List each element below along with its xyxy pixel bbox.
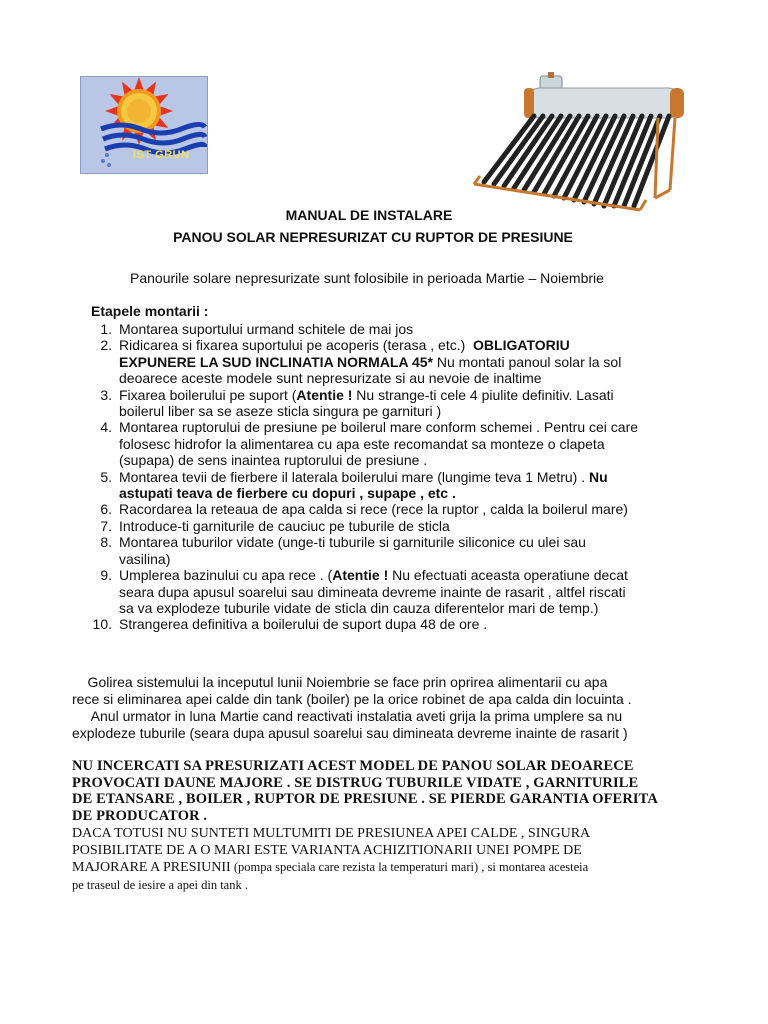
step-number: 9. bbox=[100, 567, 112, 584]
pump-line: DACA TOTUSI NU SUNTETI MULTUMITI DE PRESIUNEA APEI CALDE , SINGURA bbox=[72, 826, 591, 841]
step-line bbox=[119, 485, 700, 501]
step-text bbox=[119, 387, 700, 420]
step-line bbox=[119, 584, 700, 600]
step-line bbox=[119, 419, 700, 435]
step-item bbox=[90, 387, 700, 420]
step-number: 6. bbox=[100, 501, 112, 518]
steps-heading: Etapele montarii : bbox=[91, 303, 209, 319]
step-line bbox=[119, 551, 700, 567]
step-text-segment: Montarea tuburilor vidate (unge-ti tuburile si garniturile siliconice cu ulei sau bbox=[119, 534, 586, 551]
step-text bbox=[119, 518, 700, 534]
document-title: MANUAL DE INSTALARE bbox=[285, 207, 453, 223]
step-item bbox=[90, 518, 700, 534]
step-text-segment: Montarea suportului urmand schitele de mai jos bbox=[119, 321, 414, 337]
step-text-bold: Nu bbox=[589, 468, 608, 485]
step-text bbox=[119, 469, 700, 502]
step-text-bold: astupati teava de fierbere cu dopuri , supape , etc . bbox=[119, 485, 456, 502]
step-text-segment: seara dupa apusul soarelui sau dimineata devreme inainte de rasarit , altfel riscati bbox=[119, 583, 626, 600]
paragraph-line: Anul urmator in luna Martie cand reactivati instalatia aveti grija la prima umplere sa nu bbox=[72, 708, 623, 724]
step-text-segment: vasilina) bbox=[119, 550, 171, 567]
step-text-segment: folosesc hidrofor la alimentarea cu apa este recomandat sa monteze o clapeta bbox=[119, 435, 605, 452]
step-text-segment: Introduce-ti garniturile de cauciuc pe tuburile de sticla bbox=[119, 517, 450, 534]
step-line bbox=[119, 337, 700, 353]
step-line bbox=[119, 452, 700, 468]
step-text-segment: Umplerea bazinului cu apa rece . ( bbox=[119, 567, 333, 584]
step-text bbox=[119, 501, 700, 517]
step-text-segment: Ridicarea si fixarea suportului pe acoperis (terasa , etc.) bbox=[119, 337, 474, 354]
step-item bbox=[90, 469, 700, 502]
step-item bbox=[90, 567, 700, 616]
pump-line: pe traseul de iesire a apei din tank . bbox=[72, 877, 248, 892]
pump-line-note: (pompa speciala care rezista la temperaturi mari) , si montarea acesteia bbox=[230, 860, 589, 874]
warning-line: DE ETANSARE , BOILER , RUPTOR DE PRESIUNE . SE PIERDE GARANTIA OFERITA bbox=[72, 791, 658, 807]
step-text bbox=[119, 321, 700, 337]
step-number: 3. bbox=[100, 386, 112, 403]
step-line bbox=[119, 518, 700, 534]
step-item bbox=[90, 501, 700, 517]
step-line bbox=[119, 534, 700, 550]
drain-paragraph bbox=[72, 674, 712, 742]
step-text-bold: EXPUNERE LA SUD INCLINATIA NORMALA 45* bbox=[119, 353, 433, 370]
step-text-segment: Strangerea definitiva a boilerului de suport dupa 48 de ore . bbox=[119, 616, 488, 633]
installation-steps-list bbox=[90, 321, 700, 633]
step-number: 5. bbox=[100, 468, 112, 485]
paragraph-line: rece si eliminarea apei calde din tank (boiler) pe la orice robinet de apa calda din locuinta . bbox=[72, 691, 632, 707]
pump-line-caps: MAJORARE A PRESIUNII bbox=[72, 860, 231, 875]
pump-paragraph bbox=[72, 826, 722, 893]
step-line bbox=[119, 403, 700, 419]
company-logo bbox=[80, 76, 208, 174]
step-number: 1. bbox=[100, 321, 112, 337]
step-number: 10. bbox=[92, 616, 112, 633]
pump-line: POSIBILITATE DE A O MARI ESTE VARIANTA ACHIZITIONARII UNEI POMPE DE bbox=[72, 842, 582, 858]
step-line bbox=[119, 567, 700, 583]
step-item bbox=[90, 616, 700, 632]
document-subtitle: PANOU SOLAR NEPRESURIZAT CU RUPTOR DE PRESIUNE bbox=[173, 229, 573, 245]
step-number: 2. bbox=[100, 337, 112, 354]
paragraph-line: explodeze tuburile (seara dupa apusul soarelui sau dimineata devreme inainte de rasarit ) bbox=[72, 725, 628, 741]
step-line bbox=[119, 387, 700, 403]
step-number: 8. bbox=[100, 534, 112, 551]
step-text-segment: (supapa) de sens inaintea ruptorului de presiune . bbox=[119, 452, 428, 469]
step-number: 7. bbox=[100, 517, 112, 534]
step-line bbox=[119, 436, 700, 452]
step-text-segment: deoarece aceste modele sunt nepresurizate si au nevoie de inaltime bbox=[119, 370, 542, 387]
step-text-segment: Fixarea boilerului pe suport ( bbox=[119, 386, 297, 403]
step-text-segment: Montarea ruptorului de presiune pe boilerul mare conform schemei . Pentru cei care bbox=[119, 419, 639, 436]
step-text-segment: Montarea tevii de fierbere il laterala boilerului mare (lungime teva 1 Metru) . bbox=[119, 468, 589, 485]
step-line bbox=[119, 600, 700, 616]
warning-line: DE PRODUCATOR . bbox=[72, 807, 208, 824]
warning-line: NU INCERCATI SA PRESURIZATI ACEST MODEL DE PANOU SOLAR DEOARECE bbox=[72, 758, 634, 774]
step-item bbox=[90, 321, 700, 337]
step-line bbox=[119, 616, 700, 632]
step-line bbox=[119, 321, 700, 337]
step-number: 4. bbox=[100, 419, 112, 436]
step-text bbox=[119, 534, 700, 567]
step-text-bold: Atentie ! bbox=[332, 567, 389, 584]
step-item bbox=[90, 337, 700, 386]
step-text-segment: Nu montati panoul solar la sol bbox=[432, 353, 622, 370]
intro-text: Panourile solare nepresurizate sunt folosibile in perioada Martie – Noiembrie bbox=[130, 270, 604, 286]
step-item bbox=[90, 534, 700, 567]
step-line bbox=[119, 370, 700, 386]
step-text bbox=[119, 567, 700, 616]
warning-paragraph bbox=[72, 758, 722, 824]
step-text-segment: Nu efectuati aceasta operatiune decat bbox=[388, 567, 628, 584]
step-text-segment: Nu strange-ti cele 4 piulite definitiv. Lasati bbox=[352, 386, 614, 403]
step-text bbox=[119, 419, 700, 468]
solar-water-heater-image bbox=[470, 72, 686, 212]
pump-line bbox=[72, 859, 722, 877]
warning-line: PROVOCATI DAUNE MAJORE . SE DISTRUG TUBURILE VIDATE , GARNITURILE bbox=[72, 774, 639, 791]
step-line bbox=[119, 501, 700, 517]
step-text-bold: OBLIGATORIU bbox=[473, 337, 570, 354]
step-text-segment: sa va explodeze tuburile vidate de sticla din cauza diferentelor mari de temp.) bbox=[119, 599, 599, 616]
logo-text: IST GRUN bbox=[133, 149, 190, 161]
step-text-bold: Atentie ! bbox=[296, 386, 353, 403]
step-text-segment: Racordarea la reteaua de apa calda si rece (rece la ruptor , calda la boilerul mare) bbox=[119, 501, 628, 518]
step-text bbox=[119, 616, 700, 632]
step-line bbox=[119, 354, 700, 370]
step-text-segment: boilerul liber sa se aseze sticla singura pe garnituri ) bbox=[119, 403, 442, 420]
step-text bbox=[119, 337, 700, 386]
step-line bbox=[119, 469, 700, 485]
step-item bbox=[90, 419, 700, 468]
paragraph-line: Golirea sistemului la inceputul lunii Noiembrie se face prin oprirea alimentarii cu apa bbox=[72, 674, 608, 690]
